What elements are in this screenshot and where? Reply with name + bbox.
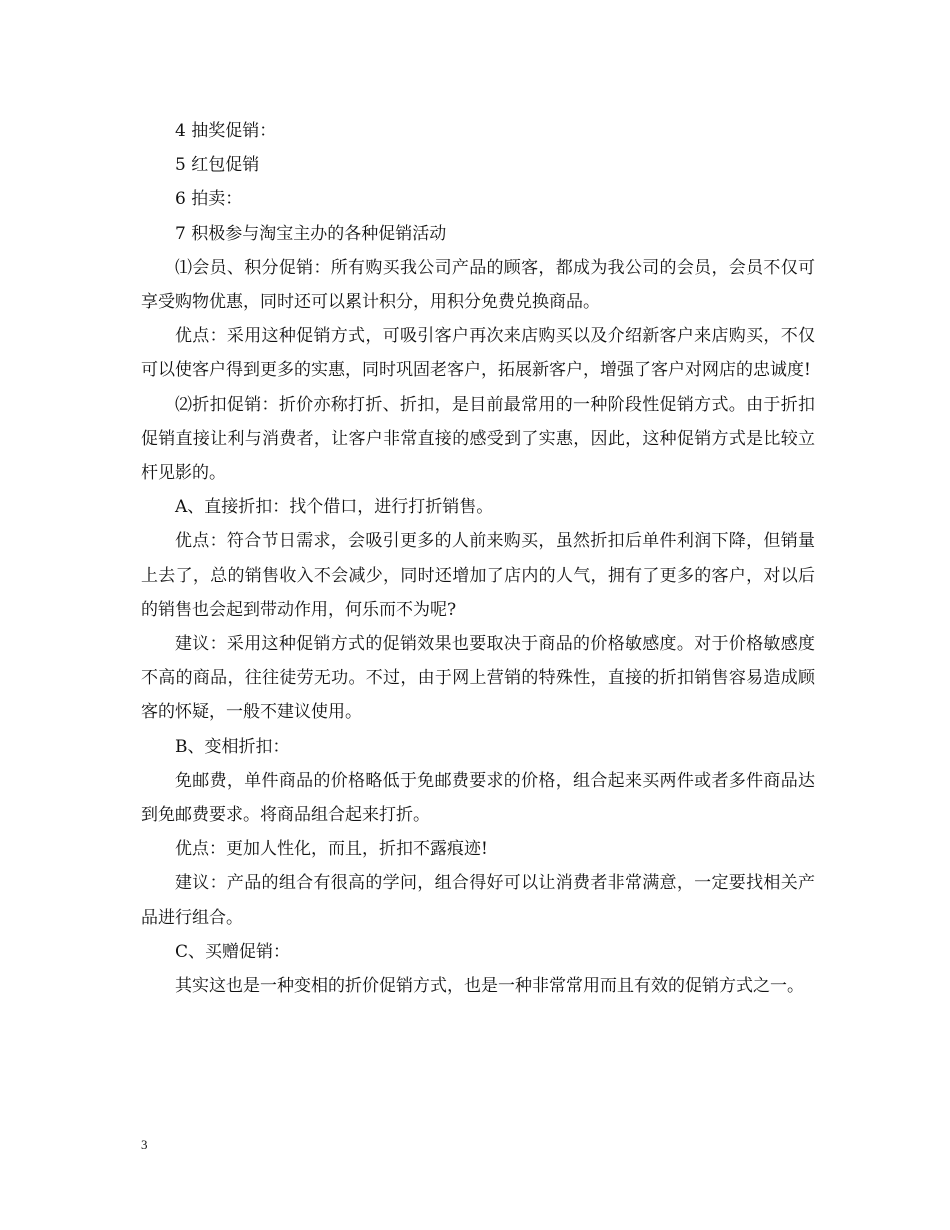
paragraph-10: 建议：采用这种促销方式的促销效果也要取决于商品的价格敏感度。对于价格敏感度不高的商品，往往徒劳无功。不过，由于网上营销的特殊性，直接的折扣销售容易造成顾客的怀疑，一般不建议使用。 xyxy=(141,634,815,723)
paragraph-13: 优点：更加人性化，而且，折扣不露痕迹! xyxy=(175,839,488,860)
page-number: 3 xyxy=(141,1137,148,1152)
paragraph-11: B、变相折扣： xyxy=(175,736,290,757)
paragraph-16: 其实这也是一种变相的折价促销方式，也是一种非常常用而且有效的促销方式之一。 xyxy=(175,976,804,997)
paragraph-9: 优点：符合节日需求，会吸引更多的人前来购买，虽然折扣后单件利润下降，但销量上去了，总的销售收入不会减少，同时还增加了店内的人气，拥有了更多的客户，对以后的销售也会起到带动作用，何乐而不为呢? xyxy=(141,531,815,620)
paragraph-2: 5 红包促销 xyxy=(175,155,260,176)
paragraph-14: 建议：产品的组合有很高的学问，组合得好可以让消费者非常满意，一定要找相关产品进行组合。 xyxy=(141,873,815,928)
paragraph-5: ⑴会员、积分促销：所有购买我公司产品的顾客，都成为我公司的会员，会员不仅可享受购物优惠，同时还可以累计积分，用积分免费兑换商品。 xyxy=(141,257,815,313)
document-body xyxy=(141,114,815,1003)
paragraph-8: A、直接折扣：找个借口，进行打折销售。 xyxy=(175,497,494,518)
paragraph-6: 优点：采用这种促销方式，可吸引客户再次来店购买以及介绍新客户来店购买，不仅可以使客户得到更多的实惠，同时巩固老客户，拓展新客户，增强了客户对网店的忠诚度! xyxy=(141,326,815,381)
paragraph-7: ⑵折扣促销：折价亦称打折、折扣，是目前最常用的一种阶段性促销方式。由于折扣促销直接让利与消费者，让客户非常直接的感受到了实惠，因此，这种促销方式是比较立杆见影的。 xyxy=(141,394,815,484)
paragraph-4: 7 积极参与淘宝主办的各种促销活动 xyxy=(175,223,447,244)
paragraph-3: 6 拍卖： xyxy=(175,189,243,210)
paragraph-1: 4 抽奖促销： xyxy=(175,121,277,141)
paragraph-15: C、买赠促销： xyxy=(175,941,291,962)
paragraph-12: 免邮费，单件商品的价格略低于免邮费要求的价格，组合起来买两件或者多件商品达到免邮费要求。将商品组合起来打折。 xyxy=(141,770,815,826)
